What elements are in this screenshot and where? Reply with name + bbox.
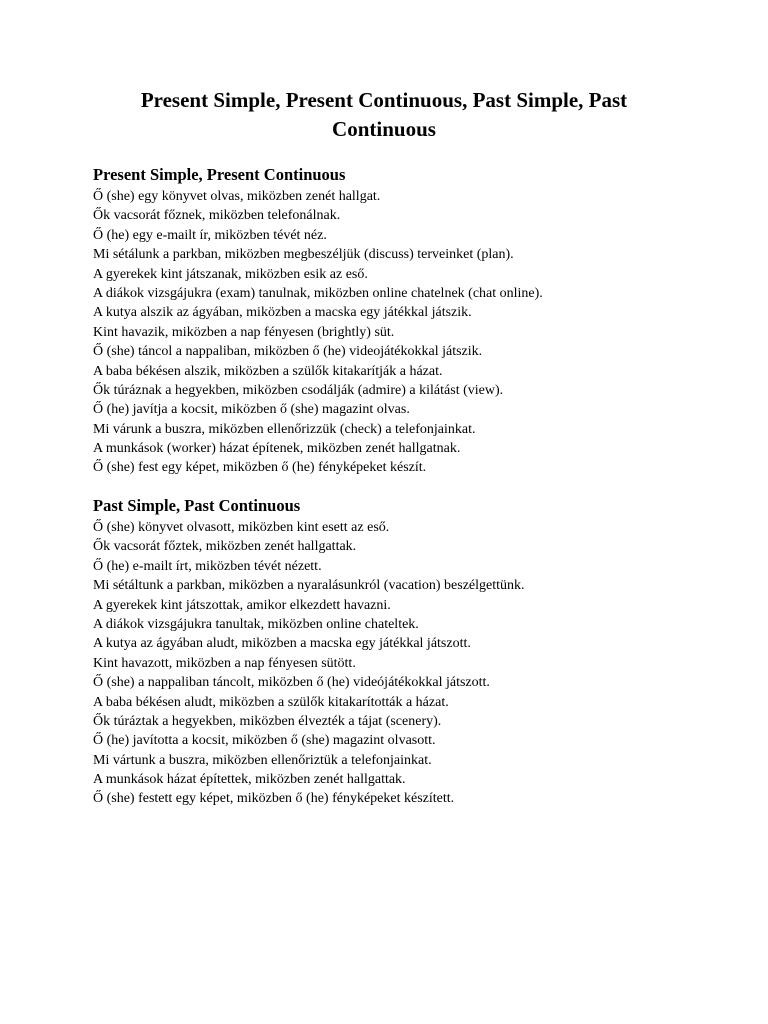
sentence-item: Ők vacsorát főztek, miközben zenét hallgattak.	[93, 539, 357, 555]
sentence-item: Ő (she) festett egy képet, miközben ő (he) fényképeket készített.	[93, 791, 455, 807]
sentence-item: A diákok vizsgájukra tanultak, miközben online chateltek.	[93, 616, 419, 632]
sentence-item: Ő (he) javította a kocsit, miközben ő (she) magazint olvasott.	[93, 733, 436, 749]
sentence-item: Ő (he) egy e-mailt ír, miközben tévét néz.	[93, 227, 327, 243]
sentence-item: Mi várunk a buszra, miközben ellenőrizzük (check) a telefonjainkat.	[93, 421, 476, 437]
sentence-item: Ő (he) e-mailt írt, miközben tévét nézett.	[93, 558, 322, 574]
sentence-item: Ő (she) fest egy képet, miközben ő (he) fényképeket készít.	[93, 460, 427, 476]
sentence-item: Kint havazik, miközben a nap fényesen (brightly) süt.	[93, 324, 395, 340]
sentence-item: Ő (she) könyvet olvasott, miközben kint esett az eső.	[93, 520, 390, 535]
sentence-item: Ő (she) egy könyvet olvas, miközben zenét hallgat.	[93, 189, 381, 204]
sentence-item: Mi sétáltunk a parkban, miközben a nyaralásunkról (vacation) beszélgettünk.	[93, 578, 525, 594]
sentence-item: Ők vacsorát főznek, miközben telefonálnak.	[93, 208, 341, 224]
sentence-item: Ők túráznak a hegyekben, miközben csodálják (admire) a kilátást (view).	[93, 382, 504, 398]
sentence-list	[93, 187, 733, 478]
sentence-item: A baba békésen aludt, miközben a szülők kitakarították a házat.	[93, 694, 449, 710]
sentence-item: Ő (she) táncol a nappaliban, miközben ő (he) videojátékokkal játszik.	[93, 344, 483, 360]
sentence-item: A munkások házat építettek, miközben zenét hallgattak.	[93, 772, 406, 788]
sentence-item: A baba békésen alszik, miközben a szülők kitakarítják a házat.	[93, 363, 443, 379]
sentence-item: A diákok vizsgájukra (exam) tanulnak, miközben online chatelnek (chat online).	[93, 285, 543, 301]
sentence-list	[93, 518, 733, 809]
sentence-item: A gyerekek kint játszanak, miközben esik az eső.	[93, 266, 368, 282]
sentence-item: A gyerekek kint játszottak, amikor elkezdett havazni.	[93, 597, 391, 613]
section-present-tenses	[93, 164, 733, 478]
section-heading: Past Simple, Past Continuous	[93, 496, 301, 515]
sentence-item: Kint havazott, miközben a nap fényesen sütött.	[93, 655, 356, 671]
section-past-tenses	[93, 495, 733, 809]
sentence-item: Ők túráztak a hegyekben, miközben élvezték a tájat (scenery).	[93, 713, 442, 729]
sentence-item: Mi vártunk a buszra, miközben ellenőriztük a telefonjainkat.	[93, 752, 432, 768]
document-title: Present Simple, Present Continuous, Past Simple, Past Continuous	[140, 88, 628, 141]
sentence-item: Ő (she) a nappaliban táncolt, miközben ő (he) videójátékokkal játszott.	[93, 675, 490, 691]
sentence-item: Mi sétálunk a parkban, miközben megbeszéljük (discuss) terveinket (plan).	[93, 247, 514, 263]
sentence-item: A munkások (worker) házat építenek, miközben zenét hallgatnak.	[93, 441, 461, 457]
sentence-item: A kutya alszik az ágyában, miközben a macska egy játékkal játszik.	[93, 305, 472, 321]
section-heading: Present Simple, Present Continuous	[93, 165, 346, 184]
sentence-item: Ő (he) javítja a kocsit, miközben ő (she) magazint olvas.	[93, 402, 410, 418]
sentence-item: A kutya az ágyában aludt, miközben a macska egy játékkal játszott.	[93, 636, 471, 652]
